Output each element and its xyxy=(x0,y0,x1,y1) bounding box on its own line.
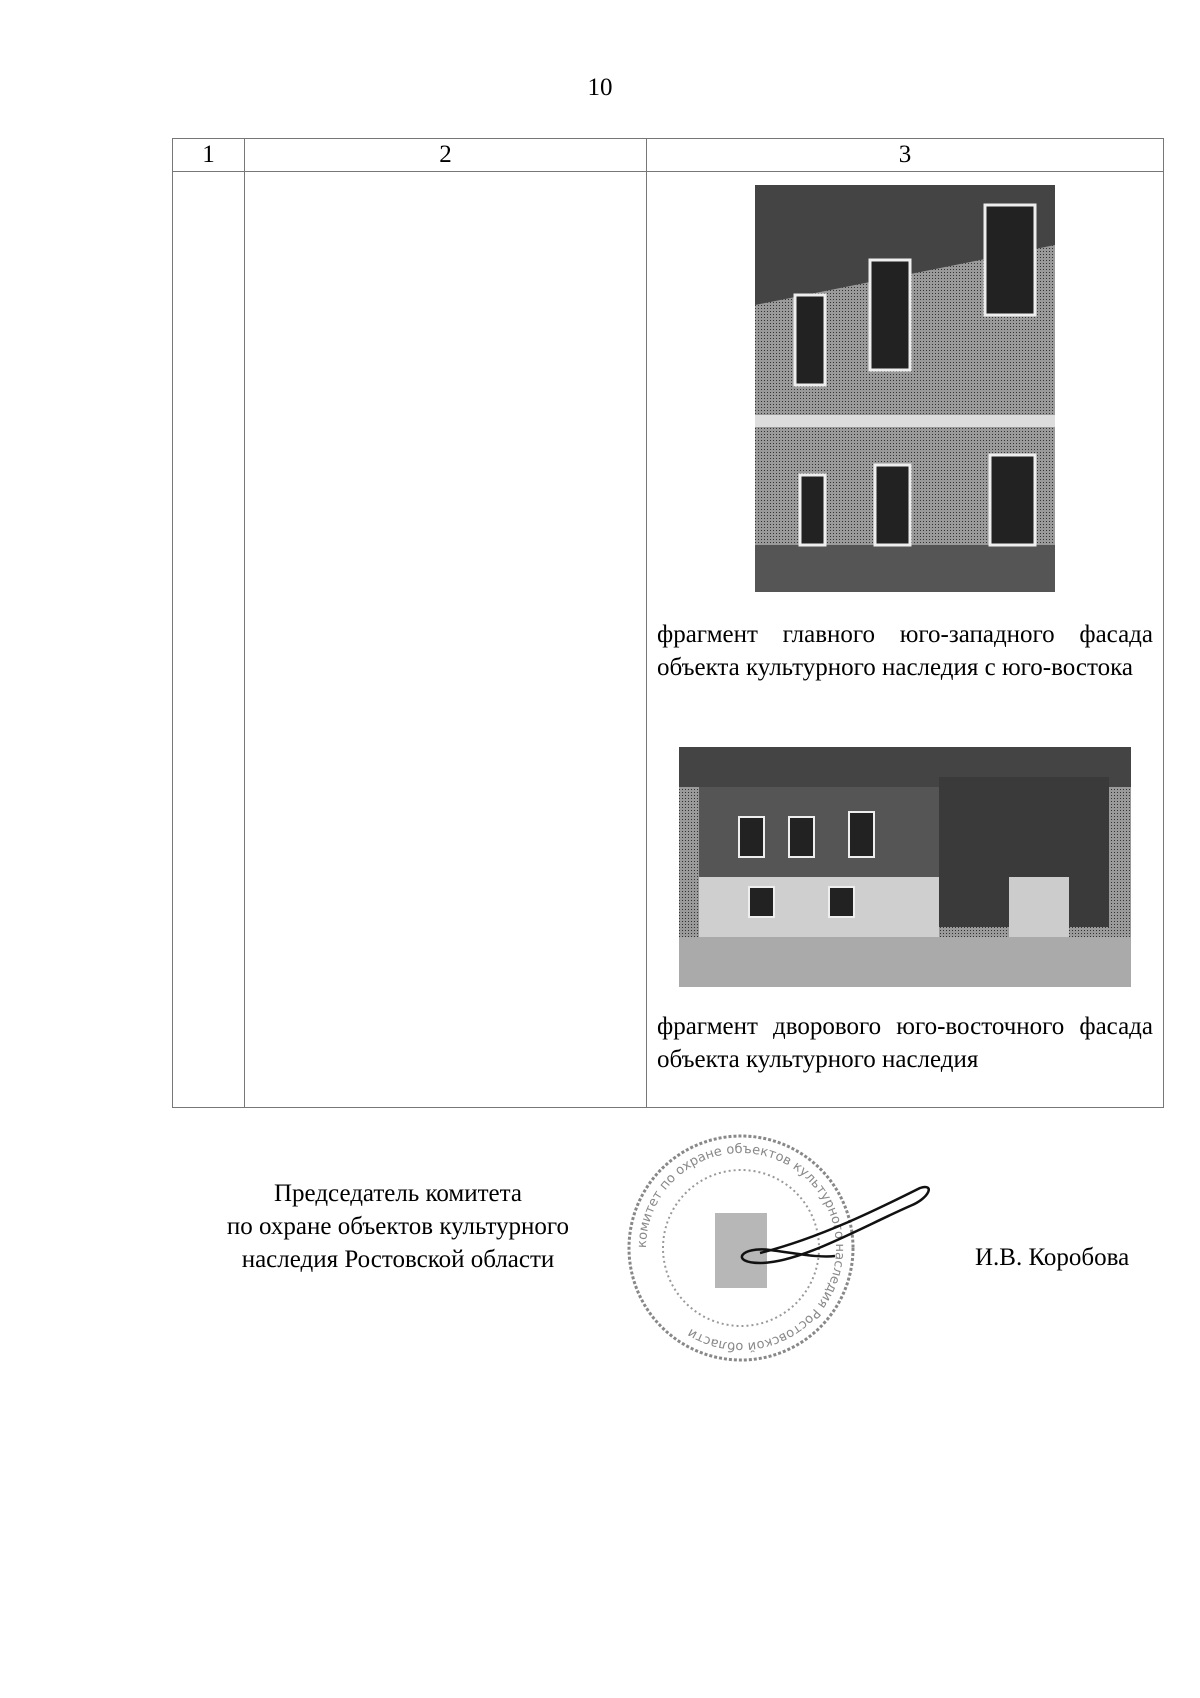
column-header: 2 xyxy=(245,139,647,172)
position-line: по охране объектов культурного xyxy=(226,1213,570,1240)
photo-caption: фрагмент главного юго-западного фасада объекта культурного наследия с юго-востока xyxy=(657,621,1153,681)
page-number: 10 xyxy=(587,74,613,101)
signatory-name: И.В. Коробова xyxy=(975,1244,1130,1271)
column-header: 3 xyxy=(647,139,1164,172)
table-cell xyxy=(173,172,245,1108)
official-stamp-and-signature xyxy=(620,1128,950,1378)
table-header-row xyxy=(173,139,1164,172)
svg-text:комитет по охране объектов кул: комитет по охране объектов культурного наследия Ростовской области xyxy=(634,1141,848,1355)
photo-caption: фрагмент дворового юго-восточного фасада объекта культурного наследия xyxy=(657,1013,1153,1073)
facade-photo-southwest xyxy=(755,185,1055,592)
table-cell xyxy=(245,172,647,1108)
facade-photo-southeast xyxy=(679,747,1131,987)
position-line: наследия Ростовской области xyxy=(241,1246,555,1273)
signatory-position xyxy=(178,1177,618,1276)
position-line: Председатель комитета xyxy=(274,1180,522,1207)
column-header: 1 xyxy=(173,139,245,172)
